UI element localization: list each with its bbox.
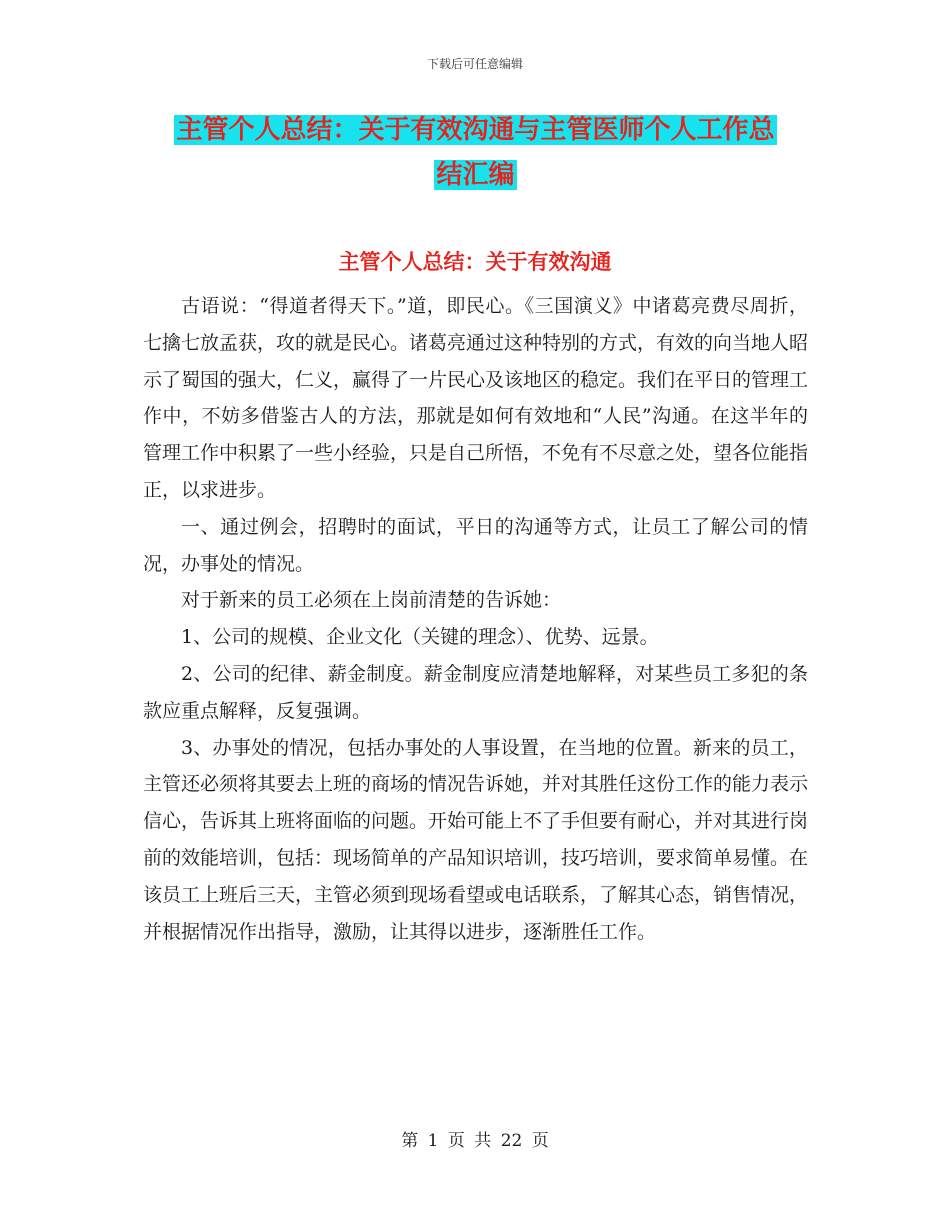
document-title xyxy=(143,108,808,198)
paragraph: 1、公司的规模、企业文化（关键的理念）、优势、远景。 xyxy=(181,626,659,649)
paragraph: 2、公司的纪律、薪金制度。薪金制度应清楚地解释，对某些员工多犯的条款应重点解释，反复强调。 xyxy=(143,662,808,722)
paragraph: 一、通过例会，招聘时的面试，平日的沟通等方式，让员工了解公司的情况，办事处的情况。 xyxy=(143,515,808,575)
title-line-1: 主管个人总结：关于有效沟通与主管医师个人工作总 xyxy=(176,115,775,145)
paragraph: 3、办事处的情况，包括办事处的人事设置，在当地的位置。新来的员工，主管还必须将其要去上班的商场的情况告诉她，并对其胜任这份工作的能力表示信心，告诉其上班将面临的问题。开始可能上不了手但要有耐心，并对其进行岗前的效能培训，包括：现场简单的产品知识培训，技巧培训，要求简单易懂。在该员工上班后三天，主管必须到现场看望或电话联系，了解其心态，销售情况，并根据情况作出指导，激励，让其得以进步，逐渐胜任工作。 xyxy=(143,736,809,943)
paragraph: 对于新来的员工必须在上岗前清楚的告诉她： xyxy=(181,589,562,612)
title-line-2: 结汇编 xyxy=(436,160,515,190)
page-number-footer: 第 1 页 共 22 页 xyxy=(401,1131,549,1151)
section-title: 主管个人总结：关于有效沟通 xyxy=(338,250,612,274)
body-text xyxy=(143,288,808,950)
header-note: 下载后可任意编辑 xyxy=(426,57,523,71)
paragraph: 古语说：“得道者得天下。”道，即民心。《三国演义》中诸葛亮费尽周折，七擒七放孟获，攻的就是民心。诸葛亮通过这种特别的方式，有效的向当地人昭示了蜀国的强大，仁义，赢得了一片民心及该地区的稳定。我们在平日的管理工作中，不妨多借鉴古人的方法，那就是如何有效地和“人民”沟通。在这半年的管理工作中积累了一些小经验，只是自己所悟，不免有不尽意之处，望各位能指正，以求进步。 xyxy=(143,295,809,501)
